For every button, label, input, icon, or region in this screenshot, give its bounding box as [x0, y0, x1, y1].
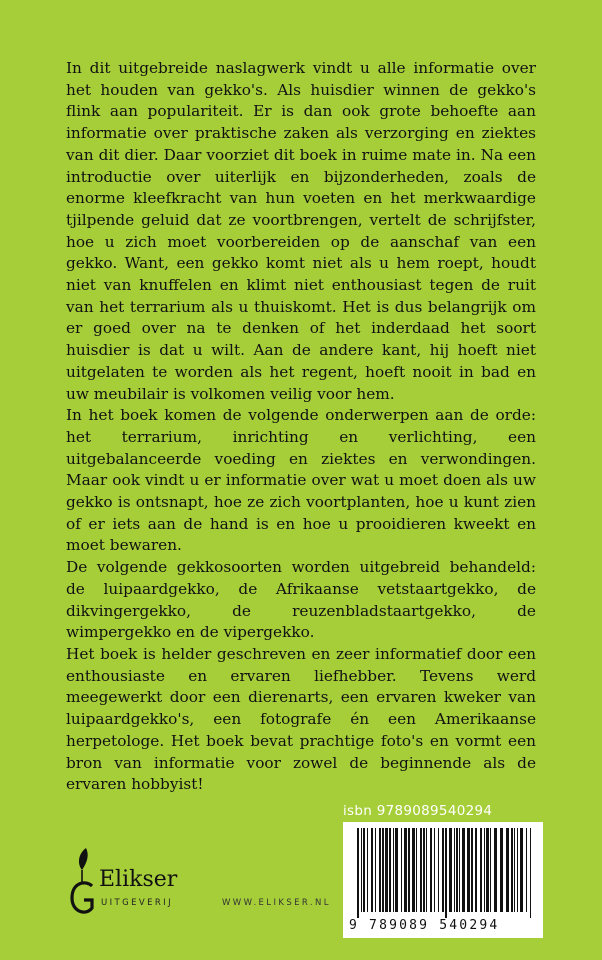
blurb: [66, 58, 536, 796]
blurb-paragraph-2: In het boek komen de volgende onderwerpen aan de orde: het terrarium, inrichting en verlichting, een uitgebalanceerde voeding en ziektes en verwondingen. Maar ook vindt u er informatie over wat u moet doen als uw gekko is ontsnapt, hoe ze zich voortplanten, hoe u kunt zien of er iets aan de hand is en hoe u prooidieren kweekt en moet bewaren.: [66, 406, 536, 555]
barcode-bar: [514, 828, 515, 912]
barcode-bar: [442, 828, 444, 912]
barcode-bar: [401, 828, 402, 912]
barcode-bar: [475, 828, 477, 912]
barcode-bar: [486, 828, 489, 912]
barcode-bar: [395, 828, 398, 912]
barcode-bar: [426, 828, 427, 912]
barcode-bar: [484, 828, 485, 912]
barcode-bar: [371, 828, 373, 912]
barcode-bar: [367, 828, 368, 912]
barcode-bar: [420, 828, 422, 912]
barcode-bar: [449, 828, 452, 912]
barcode: [343, 822, 543, 938]
barcode-bar: [511, 828, 513, 912]
blurb-paragraph-4: Het boek is helder geschreven en zeer informatief door een enthousiaste en ervaren liefhebber. Tevens werd meegewerkt door een dierenarts, een ervaren kweker van luipaardgekko's, een fotografe én een Amerikaanse herpetologe. Het boek bevat prachtige foto's en vormt een bron van informatie voor zowel de beginnende als de ervaren hobbyist!: [66, 644, 536, 794]
barcode-bar: [382, 828, 384, 912]
barcode-bar: [530, 828, 531, 918]
barcode-bar: [408, 828, 410, 912]
barcode-bar: [459, 828, 460, 912]
barcode-bar: [385, 828, 388, 912]
barcode-bar: [375, 828, 376, 912]
barcode-bar: [471, 828, 473, 912]
barcode-bar: [462, 828, 465, 912]
barcode-bars: [343, 822, 543, 918]
barcode-bar: [412, 828, 415, 912]
publisher-website: WWW.ELIKSER.NL: [222, 898, 331, 908]
barcode-bar: [361, 828, 362, 912]
barcode-bar: [500, 828, 503, 912]
barcode-bar: [520, 828, 523, 912]
blurb-paragraph-1: In dit uitgebreide naslagwerk vindt u alle informatie over het houden van gekko's. Als huisdier winnen de gekko's flink aan populariteit. Er is dan ook grote behoefte aan informatie over praktische zaken als verzorging en ziektes van dit dier. Daar voorziet dit boek in ruime mate in. Na een introductie over uiterlijk en bijzonderheden, zoals de enorme kleefkracht van hun voeten en het merkwaardige tjilpende geluid dat ze voortbrengen, vertelt de schrijfster, hoe u zich moet voorbereiden op de aanschaf van een gekko. Want, een gekko komt niet als u hem roept, houdt niet van knuffelen en klimt niet enthousiast tegen de ruit van het terrarium als u thuiskomt. Het is dus belangrijk om er goed over na te denken of het inderdaad het soort huisdier is dat u wilt. Aan de andere kant, hij hoeft niet uitgelaten te worden als het regent, hoeft nooit in bad en uw meubilair is volkomen veilig voor hem.: [66, 59, 536, 403]
barcode-bar: [506, 828, 509, 912]
barcode-bar: [445, 828, 447, 918]
barcode-bar: [393, 828, 394, 912]
barcode-bar: [517, 828, 518, 912]
barcode-bar: [430, 828, 432, 912]
barcode-bar: [438, 828, 439, 912]
barcode-bar: [357, 828, 359, 918]
barcode-bar: [404, 828, 407, 912]
barcode-bar: [494, 828, 497, 912]
isbn-label: isbn 9789089540294: [343, 803, 493, 819]
publisher-name: Elikser: [99, 867, 178, 892]
blurb-paragraph-3: De volgende gekkosoorten worden uitgebreid behandeld: de luipaardgekko, de Afrikaanse vetstaartgekko, de dikvingergekko, de reuzenbladstaartgekko, de wimpergekko en de vipergekko.: [66, 558, 536, 642]
quill-emblem-icon: [64, 846, 100, 926]
barcode-bar: [389, 828, 391, 912]
barcode-bar: [526, 828, 527, 912]
barcode-bar: [480, 828, 482, 912]
barcode-bar: [379, 828, 381, 912]
barcode-digits: 9 789089 540294: [349, 918, 500, 933]
barcode-bar: [363, 828, 365, 912]
barcode-bar: [454, 828, 455, 912]
barcode-bar: [416, 828, 417, 912]
barcode-bar: [423, 828, 425, 912]
publisher-sub: UITGEVERIJ: [101, 898, 173, 908]
barcode-bar: [456, 828, 458, 912]
barcode-bar: [490, 828, 491, 912]
publisher-logo: [64, 846, 214, 926]
barcode-bar: [467, 828, 470, 912]
barcode-bar: [434, 828, 435, 912]
